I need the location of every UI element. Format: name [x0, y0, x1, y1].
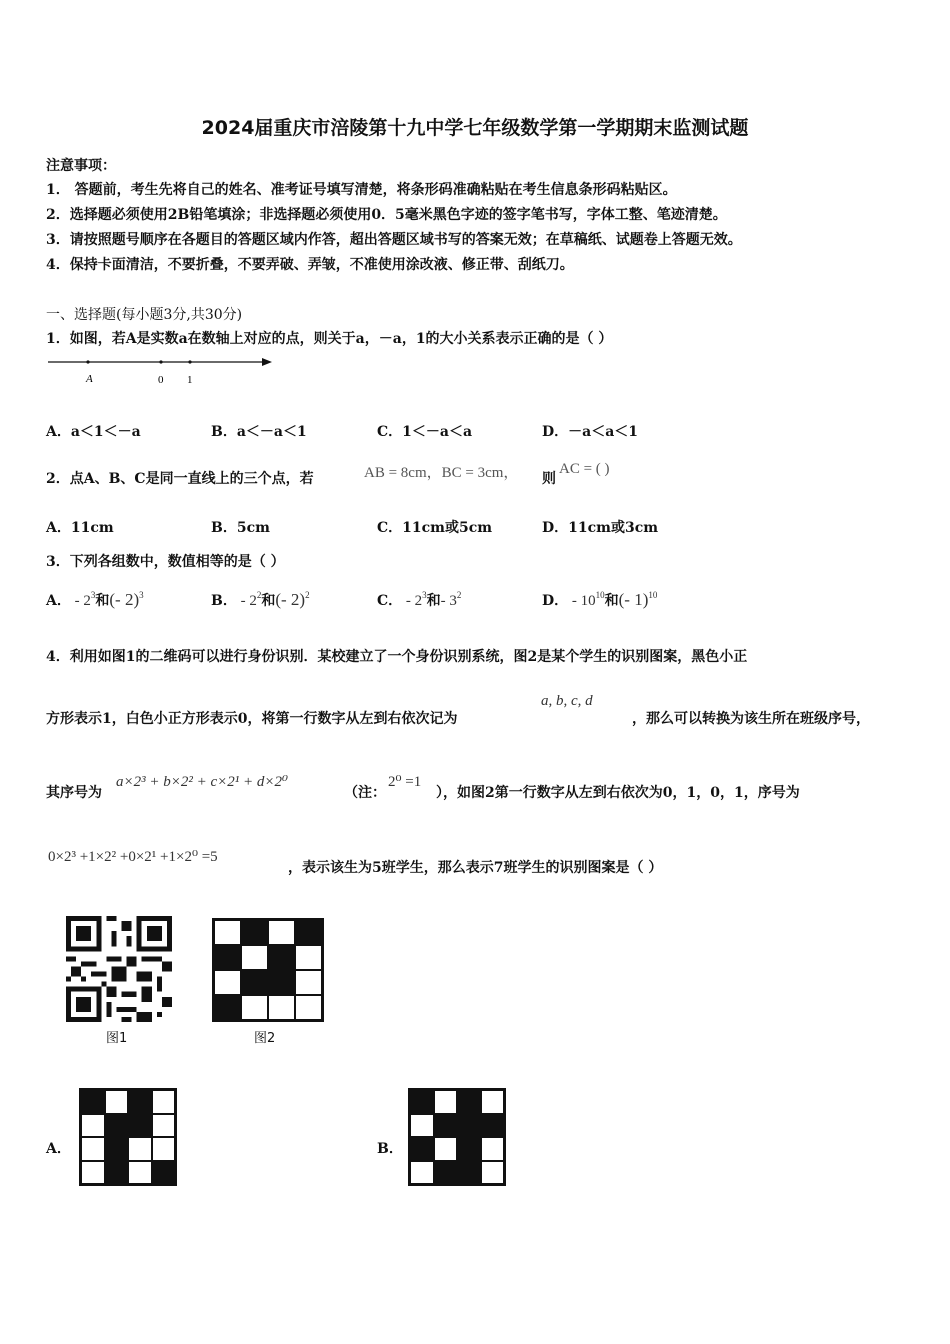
black-square [295, 920, 322, 945]
q4-option-b-label: B． [377, 1141, 403, 1157]
white-square [105, 1090, 129, 1114]
black-square [241, 970, 268, 995]
q1-option-d: D．－a＜a＜1 [542, 424, 639, 440]
q4-vars: a, b, c, d [541, 693, 593, 709]
math-base: - 3 [440, 593, 457, 609]
fig2-pattern [212, 918, 324, 1022]
white-square [128, 1161, 152, 1185]
option-b-pattern [408, 1088, 506, 1186]
axis-label-one: 1 [187, 374, 193, 386]
white-square [410, 1114, 434, 1138]
q1-option-c: C．1＜－a＜a [377, 424, 473, 440]
arrow-icon [262, 358, 272, 366]
q2-option-c: C．11cm或5cm [377, 520, 493, 536]
note-item: 4．保持卡面清洁，不要折叠，不要弄破、弄皱，不准使用涂改液、修正带、刮纸刀。 [46, 257, 574, 273]
white-square [268, 995, 295, 1020]
black-square [268, 970, 295, 995]
white-square [214, 970, 241, 995]
white-square [81, 1114, 105, 1138]
black-square [434, 1114, 458, 1138]
math-exp: 3 [139, 590, 144, 600]
black-square [410, 1137, 434, 1161]
q3-option-c [377, 590, 461, 610]
fig2-caption: 图2 [254, 1031, 276, 1046]
black-square [434, 1161, 458, 1185]
q4-line2a: 方形表示1，白色小正方形表示0，将第一行数字从左到右依次记为 [46, 711, 458, 727]
option-letter: C． [377, 593, 403, 609]
math-exp: 2 [456, 590, 462, 600]
black-square [268, 945, 295, 970]
black-square [457, 1137, 481, 1161]
math-base: - 2 [240, 593, 257, 609]
q4-line2b: ，那么可以转换为该生所在班级序号， [632, 711, 870, 727]
he-text: 和 [426, 593, 441, 609]
note-item: 1． 答题前，考生先将自己的姓名、准考证号填写清楚，将条形码准确粘贴在考生信息条形码粘贴区。 [46, 182, 677, 198]
section-heading: 一、选择题(每小题3分,共30分) [46, 307, 243, 323]
white-square [295, 995, 322, 1020]
q2-option-d: D．11cm或3cm [542, 520, 659, 536]
math-base: - 10 [571, 593, 596, 609]
white-square [481, 1137, 505, 1161]
q4-line4b: ，表示该生为5班学生，那么表示7班学生的识别图案是（ ） [288, 860, 663, 876]
q2-option-a: A．11cm [46, 520, 114, 536]
black-square [81, 1090, 105, 1114]
q2-option-b: B．5cm [211, 520, 270, 536]
note-item: 3．请按照题号顺序在各题目的答题区域内作答，超出答题区域书写的答案无效；在草稿纸、试题卷上答题无效。 [46, 232, 742, 248]
white-square [434, 1090, 458, 1114]
axis-label-zero: 0 [158, 374, 164, 386]
black-square [152, 1161, 176, 1185]
white-square [152, 1137, 176, 1161]
black-square [128, 1114, 152, 1138]
black-square [214, 995, 241, 1020]
option-letter: A． [46, 593, 71, 609]
white-square [81, 1161, 105, 1185]
white-square [128, 1137, 152, 1161]
white-square [434, 1137, 458, 1161]
point-zero [159, 360, 162, 363]
math-base: - 2 [74, 593, 91, 609]
q4-note-open: （注： [344, 785, 386, 801]
black-square [105, 1137, 129, 1161]
note-item: 2．选择题必须使用2B铅笔填涂；非选择题必须使用0．5毫米黑色字迹的签字笔书写，字体工整、笔迹清楚。 [46, 207, 727, 223]
black-square [481, 1114, 505, 1138]
math-base: (- 1) [618, 590, 649, 609]
white-square [481, 1090, 505, 1114]
q4-option-a-label: A． [46, 1141, 71, 1157]
white-square [241, 945, 268, 970]
he-text: 和 [261, 593, 276, 609]
page-title: 2024届重庆市涪陵第十九中学七年级数学第一学期期末监测试题 [201, 117, 749, 139]
point-a [86, 360, 89, 363]
math-base: - 2 [405, 593, 423, 609]
option-letter: B． [211, 593, 237, 609]
white-square [481, 1161, 505, 1185]
math-exp: 3 [422, 590, 427, 600]
q2-stem-b: 则 [542, 471, 556, 487]
q4-line1: 4．利用如图1的二维码可以进行身份识别．某校建立了一个身份识别系统，图2是某个学生的识别图案，黑色小正 [46, 649, 748, 665]
q2-math-given: AB = 8cm，BC = 3cm， [364, 465, 519, 481]
q3-option-b [211, 590, 310, 610]
white-square [268, 920, 295, 945]
notes-heading: 注意事项： [46, 158, 116, 174]
white-square [81, 1137, 105, 1161]
white-square [295, 945, 322, 970]
q4-line3b: ），如图2第一行数字从左到右依次为0，1，0，1，序号为 [436, 785, 800, 801]
q3-option-a [46, 590, 144, 610]
math-exp: 2 [256, 590, 262, 600]
q1-option-b: B．a＜－a＜1 [211, 424, 307, 440]
q3-stem: 3．下列各组数中，数值相等的是（ ） [46, 554, 285, 570]
black-square [128, 1090, 152, 1114]
white-square [214, 920, 241, 945]
fig1-caption: 图1 [106, 1031, 128, 1046]
option-a-pattern [79, 1088, 177, 1186]
white-square [241, 995, 268, 1020]
black-square [241, 920, 268, 945]
q2-stem-a: 2．点A、B、C是同一直线上的三个点，若 [46, 471, 314, 487]
q4-formula: a×2³ + b×2² + c×2¹ + d×2⁰ [116, 774, 289, 790]
math-exp: 3 [90, 590, 96, 600]
he-text: 和 [95, 593, 110, 609]
black-square [105, 1161, 129, 1185]
black-square [457, 1114, 481, 1138]
black-square [457, 1161, 481, 1185]
q2-math-ask: AC = ( ) [559, 461, 610, 477]
point-one [188, 360, 191, 363]
q3-option-d [542, 590, 657, 610]
math-base: (- 2) [109, 590, 140, 609]
black-square [410, 1090, 434, 1114]
math-base: (- 2) [275, 590, 306, 609]
black-square [457, 1090, 481, 1114]
math-exp: 2 [305, 590, 310, 600]
qr-code-icon [66, 916, 172, 1022]
q1-option-a: A．a＜1＜－a [46, 424, 141, 440]
q4-note-math: 2⁰ =1 [388, 774, 422, 790]
math-exp: 10 [595, 590, 605, 600]
math-exp: 10 [648, 590, 658, 600]
white-square [152, 1090, 176, 1114]
black-square [214, 945, 241, 970]
white-square [152, 1114, 176, 1138]
black-square [105, 1114, 129, 1138]
white-square [410, 1161, 434, 1185]
axis-label-a: A [86, 373, 93, 385]
option-letter: D． [542, 593, 569, 609]
q4-formula2: 0×2³ +1×2² +0×2¹ +1×2⁰ =5 [48, 849, 218, 865]
he-text: 和 [604, 593, 619, 609]
q1-stem: 1．如图，若A是实数a在数轴上对应的点，则关于a，－a，1的大小关系表示正确的是（ ） [46, 331, 613, 347]
number-line-figure [46, 352, 276, 392]
q4-line3a: 其序号为 [46, 785, 102, 801]
white-square [295, 970, 322, 995]
